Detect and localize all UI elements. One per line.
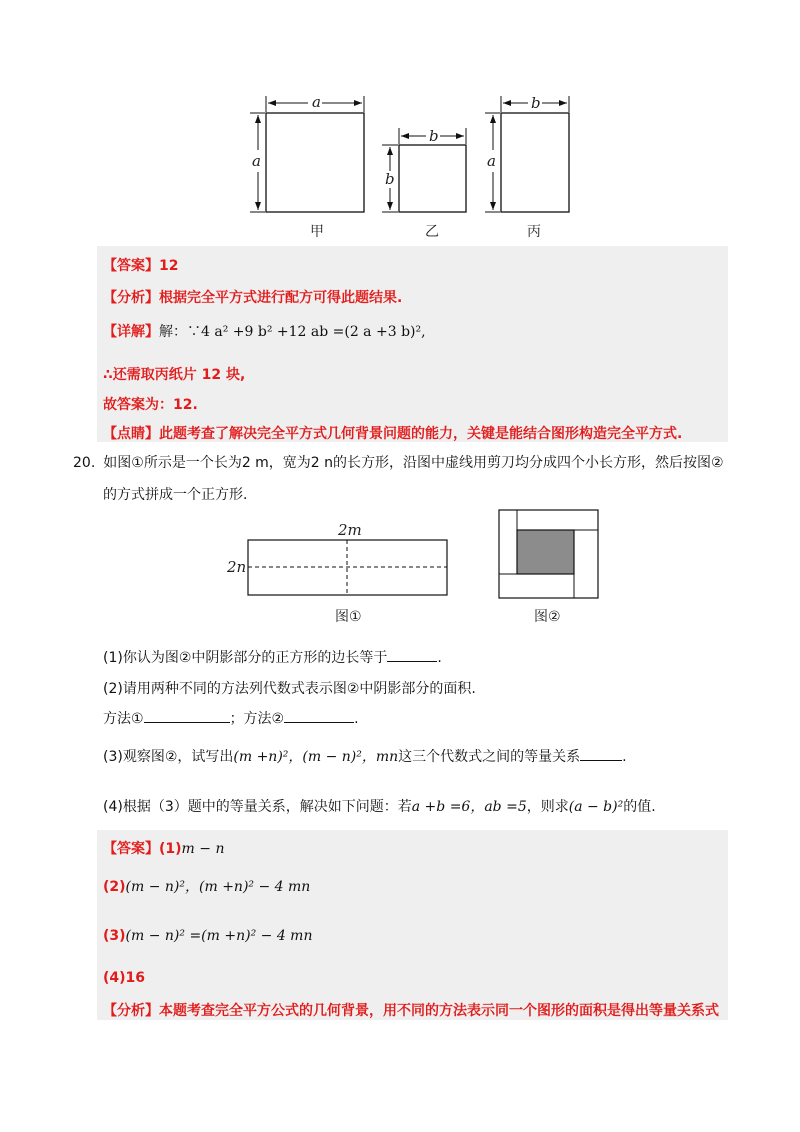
- figure1-left-label: 2n: [227, 558, 247, 576]
- subquestion-3-post: 这三个代数式之间的等量关系: [398, 749, 581, 765]
- subquestion-3-blank[interactable]: [580, 760, 622, 761]
- answer-19-comment: [103, 423, 682, 443]
- period: .: [622, 749, 627, 765]
- figure1-caption: 图①: [335, 609, 362, 625]
- answer-part1-expr: m − n: [181, 841, 225, 857]
- subquestion-3: [103, 746, 627, 766]
- subquestion-4: [103, 796, 656, 816]
- caption-jia: 甲: [310, 224, 324, 240]
- jia-top-label: a: [312, 93, 321, 111]
- answer-20-part4: [103, 970, 145, 986]
- answer-tag: 【答案】: [103, 841, 159, 857]
- answer-19-detail: [103, 321, 426, 341]
- question-20-line1: [73, 452, 724, 472]
- subquestion-2-text: (2)请用两种不同的方法列代数式表示图②中阴影部分的面积.: [103, 681, 476, 697]
- detail-text: 解：∵4 a² +9 b² +12 ab =(2 a +3 b)²,: [159, 324, 426, 340]
- subquestion-1-blank[interactable]: [387, 661, 437, 662]
- method1-blank[interactable]: [144, 722, 230, 723]
- answer-20-background: [97, 830, 728, 1020]
- subquestion-4-pre: (4)根据（3）题中的等量关系，解决如下问题：若: [103, 799, 412, 815]
- answer-20-part2: [103, 876, 310, 896]
- answer-part3-expr: (m − n)² =(m +n)² − 4 mn: [125, 928, 313, 944]
- answer-part2-number: (2): [103, 879, 126, 895]
- answer-20-part3: [103, 928, 312, 944]
- answer-19-result: [103, 394, 198, 414]
- answer-19-answer: [103, 255, 178, 275]
- result-text: 故答案为：12.: [103, 397, 198, 413]
- figure2-shaded-square: [517, 530, 574, 574]
- subquestion-1: [103, 647, 442, 667]
- subquestion-2-methods: [103, 708, 359, 728]
- period: .: [437, 650, 442, 666]
- rectangle-figures-diagram: [220, 505, 610, 630]
- yi-top-label: b: [429, 127, 439, 145]
- answer-part1-number: (1): [159, 841, 182, 857]
- caption-yi: 乙: [425, 224, 439, 240]
- subquestion-4-condition: a +b =6，ab =5: [411, 799, 527, 815]
- rect-bing: [501, 113, 569, 212]
- bing-left-label: a: [487, 152, 496, 170]
- square-yi: [399, 145, 466, 212]
- analysis-text: 本题考查完全平方公式的几何背景，用不同的方法表示同一个图形的面积是得出等量关系式: [159, 1003, 719, 1019]
- answer-20-part1: [103, 838, 224, 858]
- bing-top-label: b: [531, 94, 541, 112]
- period: .: [354, 711, 359, 727]
- method2-label: ；方法②: [229, 711, 285, 727]
- question-text-line1: 如图①所示是一个长为2 m，宽为2 n的长方形，沿图中虚线用剪刀均分成四个小长方形，然后按图②: [103, 455, 724, 471]
- answer-19-analysis: [103, 287, 402, 307]
- question-text-line2: 的方式拼成一个正方形.: [103, 487, 248, 503]
- subquestion-3-pre: (3)观察图②，试写出: [103, 749, 234, 765]
- answer-value: 12: [159, 258, 179, 274]
- answer-part3-number: (3): [103, 928, 126, 944]
- subquestion-3-expr: (m +n)²，(m − n)²，mn: [233, 749, 399, 765]
- answer-part2-expr: (m − n)²，(m +n)² − 4 mn: [125, 879, 311, 895]
- square-figures-diagram: [230, 88, 590, 248]
- answer-20-analysis: [103, 1000, 719, 1020]
- question-20-line2: [103, 484, 247, 504]
- comment-tag: 【点睛】: [103, 426, 159, 442]
- analysis-tag: 【分析】: [103, 290, 159, 306]
- comment-text: 此题考查了解决完全平方式几何背景问题的能力，关键是能结合图形构造完全平方式.: [159, 426, 683, 442]
- caption-bing: 丙: [527, 224, 541, 240]
- subquestion-2: [103, 678, 476, 698]
- subquestion-4-target: (a − b)²: [568, 799, 624, 815]
- jia-left-label: a: [252, 152, 261, 170]
- subquestion-1-text: (1)你认为图②中阴影部分的正方形的边长等于: [103, 650, 388, 666]
- detail-tag: 【详解】: [103, 324, 159, 340]
- method1-label: 方法①: [103, 711, 144, 727]
- subquestion-4-mid: ，则求: [526, 799, 569, 815]
- figure2-caption: 图②: [534, 609, 561, 625]
- answer-part4-number: (4): [103, 970, 126, 986]
- question-number: 20.: [73, 455, 96, 471]
- answer-tag: 【答案】: [103, 258, 159, 274]
- figure1-top-label: 2m: [338, 521, 362, 539]
- square-jia: [266, 113, 364, 212]
- answer-part4-value: 16: [125, 970, 146, 986]
- subquestion-4-post: 的值.: [623, 799, 656, 815]
- yi-left-label: b: [385, 170, 395, 188]
- answer-19-therefore: [103, 364, 245, 384]
- analysis-tag: 【分析】: [103, 1003, 159, 1019]
- analysis-text: 根据完全平方式进行配方可得此题结果.: [159, 290, 403, 306]
- method2-blank[interactable]: [284, 722, 354, 723]
- therefore-text: ∴还需取丙纸片 12 块,: [103, 367, 246, 383]
